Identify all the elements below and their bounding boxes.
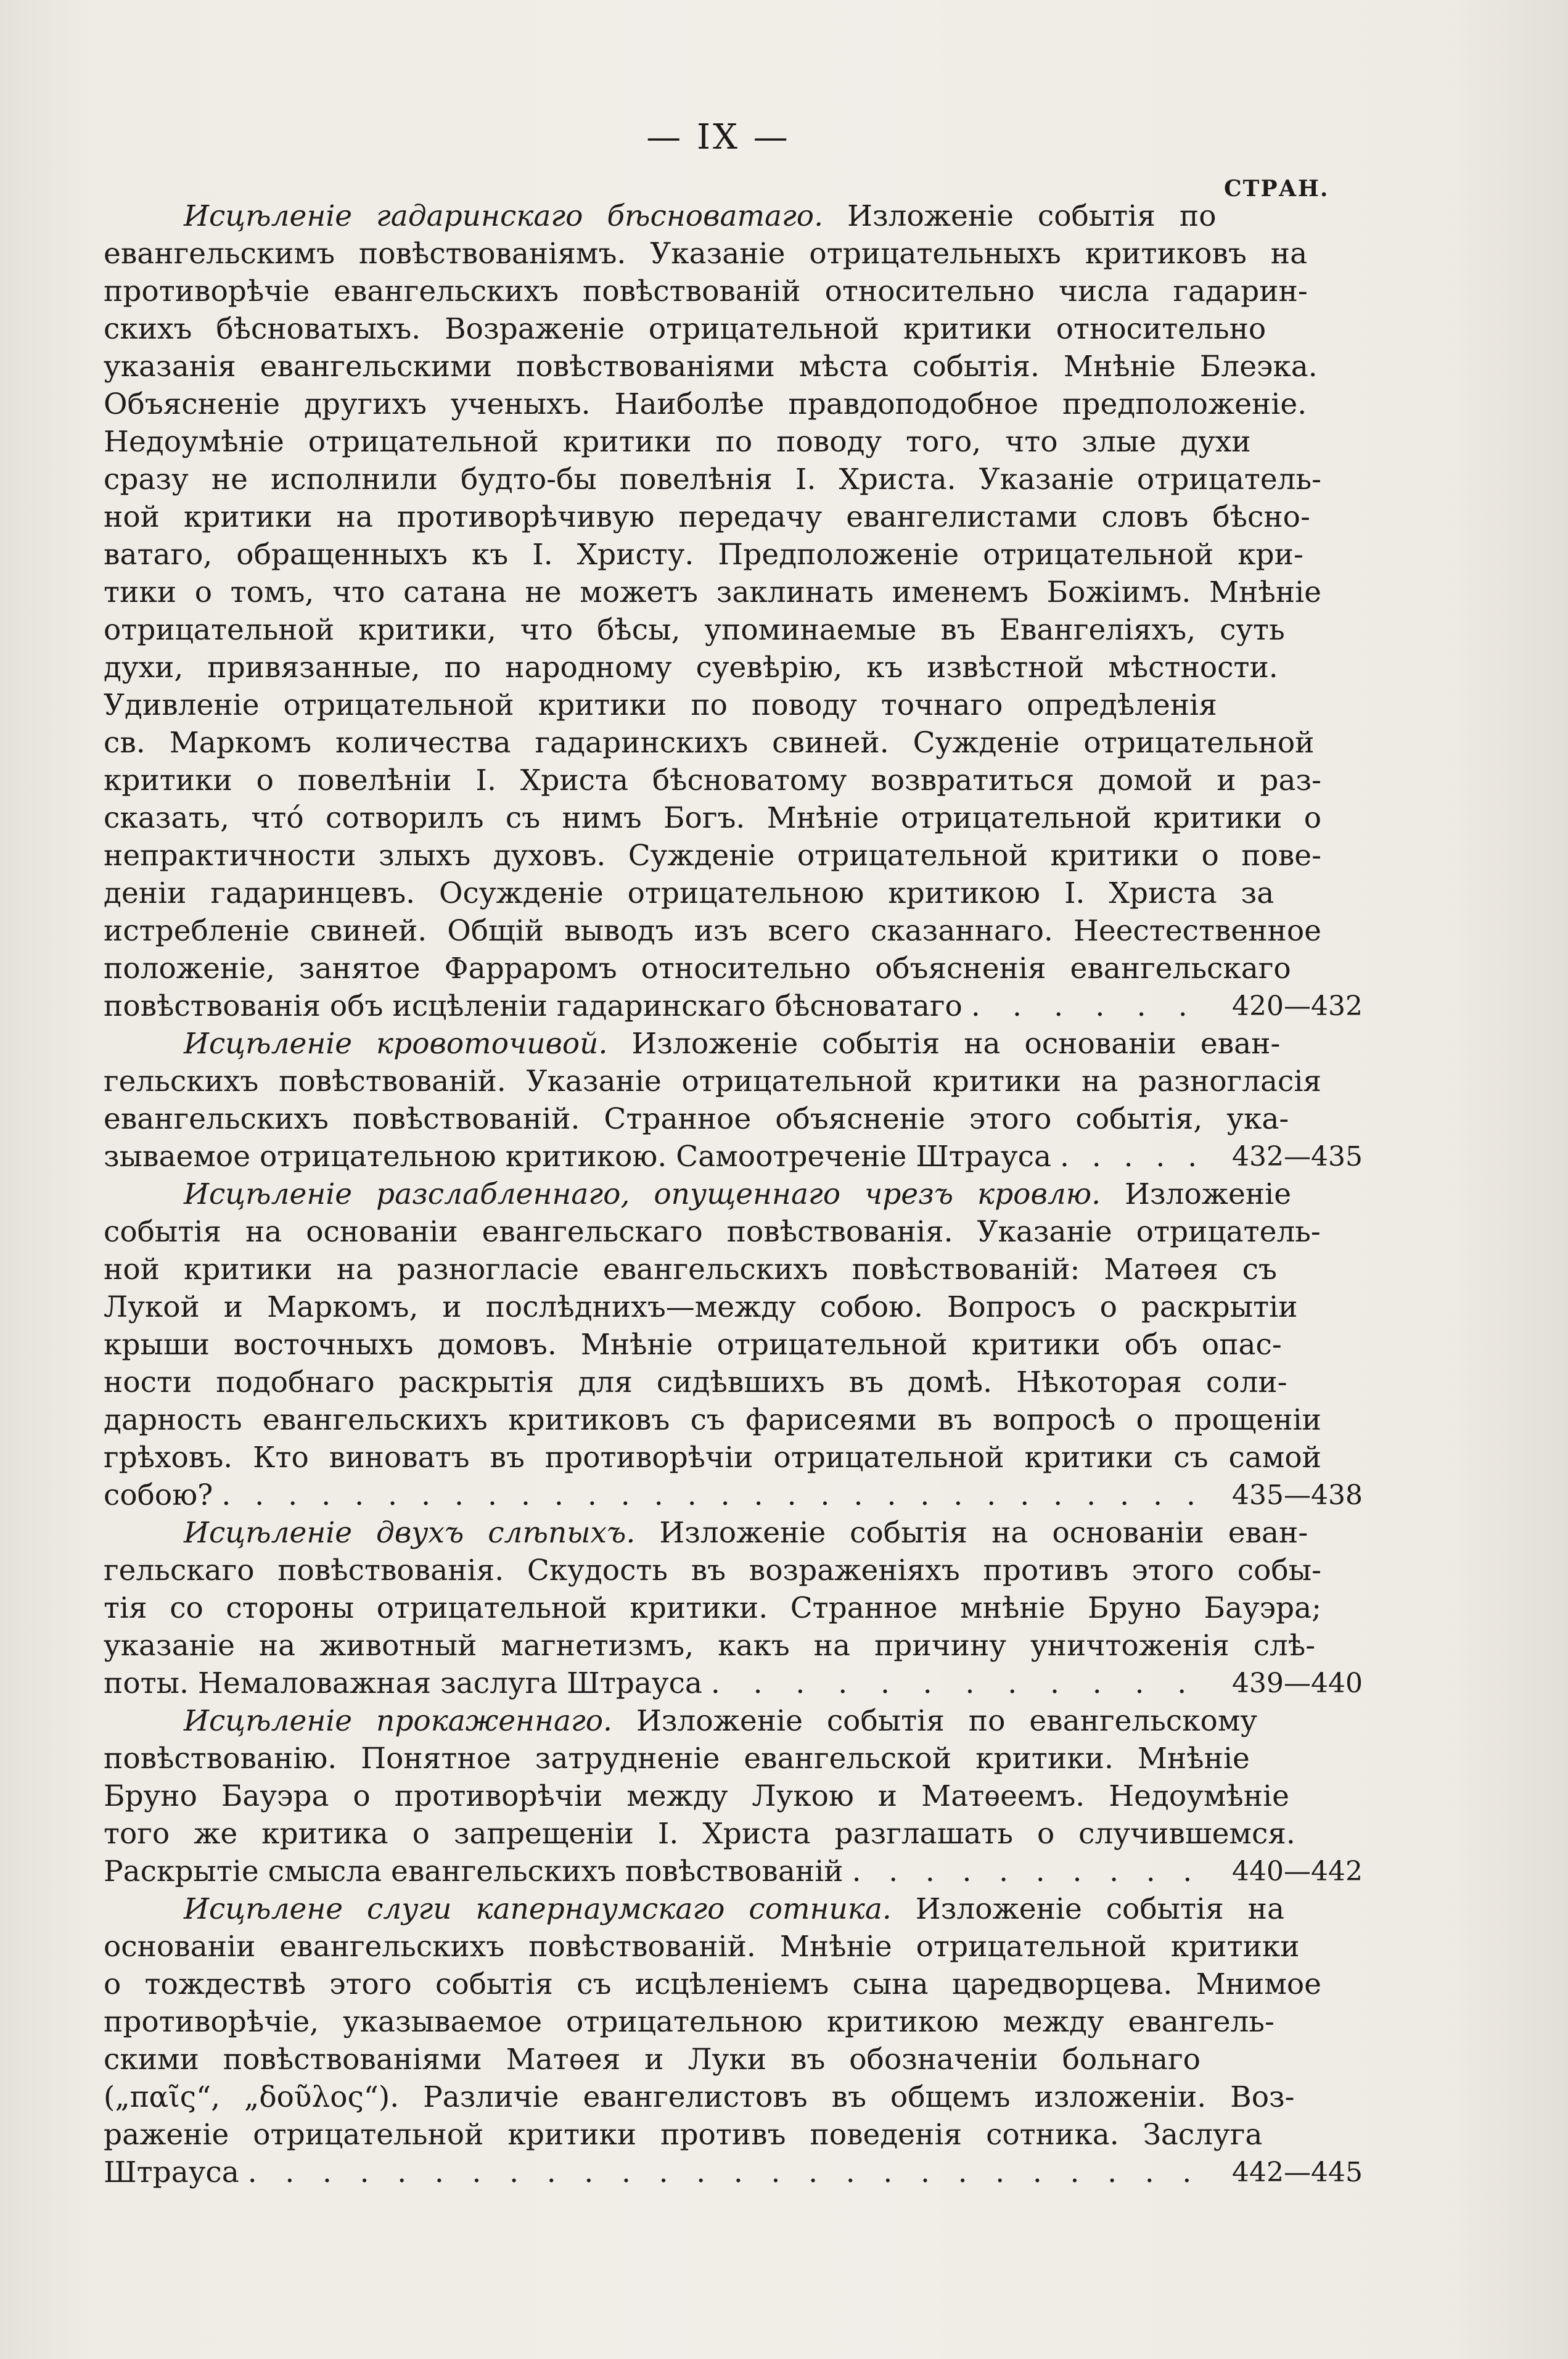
entry-text: гельскаго повѣствованія. Скудость въ возраженіяхъ противъ этого собы-	[104, 1554, 1321, 1587]
entry-text: критики о повелѣніи I. Христа бѣсноватому возвратиться домой и раз-	[104, 764, 1321, 797]
entry-text: скихъ бѣсноватыхъ. Возраженіе отрицательной критики относительно	[104, 312, 1266, 346]
entry-text: повѣствованія объ исцѣленіи гадаринскаго бѣсноватаго	[104, 989, 963, 1023]
entry-text: Удивленіе отрицательной критики по поводу точнаго опредѣленія	[104, 688, 1217, 722]
entry-text: гельскихъ повѣствованій. Указаніе отрицательной критики на разногласія	[104, 1064, 1321, 1098]
entry-line	[104, 1288, 1374, 1326]
entry-title: Исцѣленіе разслабленнаго, опущеннаго чрезъ кровлю.	[184, 1177, 1101, 1211]
entry-line	[104, 1552, 1374, 1589]
entry-text: св. Маркомъ количества гадаринскихъ свиней. Сужденіе отрицательной	[104, 726, 1315, 760]
entry-line	[104, 1326, 1374, 1364]
entry-text: евангельскимъ повѣствованіямъ. Указаніе отрицательныхъ критиковъ на	[104, 237, 1308, 271]
entry-line	[104, 912, 1374, 950]
toc-entry	[104, 1025, 1374, 1175]
entry-text: („παῖς“, „δοῦλος“). Различіе евангелистовъ въ общемъ изложеніи. Воз-	[104, 2080, 1295, 2114]
entry-line	[104, 762, 1374, 799]
entry-text: Бруно Бауэра о противорѣчіи между Лукою и Матѳеемъ. Недоумѣніе	[104, 1779, 1289, 1813]
entry-text: того же критика о запрещеніи I. Христа разглашать о случившемся.	[104, 1817, 1295, 1851]
entry-line	[104, 611, 1374, 649]
entry-line	[104, 1777, 1374, 1815]
entry-text: раженіе отрицательной критики противъ поведенія сотника. Заслуга	[104, 2118, 1263, 2152]
entry-line	[104, 1401, 1374, 1439]
entry-line	[104, 950, 1374, 987]
entry-title: Исцѣленіе гадаринскаго бѣсноватаго.	[184, 199, 824, 233]
entry-text: о тождествѣ этого событія съ исцѣленіемъ сына царедворцева. Мнимое	[104, 1967, 1321, 2001]
entry-text: противорѣчіе, указываемое отрицательною критикою между евангель-	[104, 2005, 1275, 2039]
entry-text: зываемое отрицательною критикою. Самоотреченіе Штрауса	[104, 1140, 1052, 1174]
entry-text: основаніи евангельскихъ повѣствованій. Мнѣніе отрицательной критики	[104, 1930, 1300, 1964]
entry-text: Изложеніе событія на	[891, 1892, 1284, 1926]
entry-line	[104, 1364, 1374, 1401]
page-range: 420—432	[1232, 990, 1363, 1022]
entry-line	[104, 2003, 1374, 2041]
entry-text: Объясненіе другихъ ученыхъ. Наиболѣе правдоподобное предположеніе.	[104, 387, 1307, 421]
toc-entry	[104, 1702, 1374, 1890]
entry-line	[104, 536, 1374, 574]
entry-text: сказать, чтó сотворилъ съ нимъ Богъ. Мнѣніе отрицательной критики о	[104, 801, 1321, 835]
entry-text: ватаго, обращенныхъ къ I. Христу. Предположеніе отрицательной кри-	[104, 538, 1303, 572]
entry-line	[104, 1100, 1374, 1138]
entry-line	[104, 348, 1374, 385]
toc-entry	[104, 1890, 1374, 2191]
entry-line	[104, 1251, 1374, 1288]
entry-text: Изложеніе событія на основаніи еван-	[635, 1516, 1308, 1550]
entry-text: Лукой и Маркомъ, и послѣднихъ—между собою. Вопросъ о раскрытіи	[104, 1290, 1298, 1324]
page-range: 442—445	[1232, 2157, 1363, 2188]
entry-line	[104, 461, 1374, 498]
entry-text: евангельскихъ повѣствованій. Странное объясненіе этого событія, ука-	[104, 1102, 1289, 1136]
entry-line	[104, 498, 1374, 536]
entry-text: ной критики на разногласіе евангельскихъ повѣствованій: Матѳея съ	[104, 1253, 1277, 1287]
entry-line	[104, 837, 1374, 875]
entry-line	[104, 1439, 1374, 1476]
entry-text: ности подобнаго раскрытія для сидѣвшихъ въ домѣ. Нѣкоторая соли-	[104, 1365, 1287, 1399]
entry-title: Исцѣленіе двухъ слѣпыхъ.	[184, 1516, 636, 1550]
leader-dots: .....	[1060, 1140, 1220, 1174]
entry-line	[104, 273, 1374, 310]
leader-dots: ..............................	[221, 1478, 1220, 1512]
entry-line	[104, 686, 1374, 724]
entry-text: Изложеніе событія по евангельскому	[612, 1704, 1258, 1738]
entry-text: Изложеніе событія на основаніи еван-	[607, 1027, 1281, 1061]
entry-title: Исцѣленіе прокаженнаго.	[184, 1704, 612, 1738]
entry-text: Раскрытіе смысла евангельскихъ повѣствованій	[104, 1855, 844, 1888]
leader-dots: ............	[710, 1666, 1220, 1700]
entry-line	[104, 875, 1374, 912]
entry-line	[104, 1928, 1374, 1966]
entry-line	[104, 1627, 1374, 1665]
entry-first-line	[104, 197, 1374, 235]
entry-line	[104, 1815, 1374, 1853]
page-range: 435—438	[1232, 1480, 1363, 1511]
leader-dots: ..........	[852, 1855, 1220, 1888]
entry-text: истребленіе свиней. Общій выводъ изъ всего сказаннаго. Неестественное	[104, 914, 1321, 948]
leader-dots: ..........................	[247, 2155, 1220, 2189]
entry-line	[104, 649, 1374, 686]
entry-text: тія со стороны отрицательной критики. Странное мнѣніе Бруно Бауэра;	[104, 1591, 1321, 1625]
entry-first-line	[104, 1514, 1374, 1552]
page-range: 439—440	[1232, 1668, 1363, 1699]
entry-text: Изложеніе событія по	[823, 199, 1217, 233]
entry-text: отрицательной критики, что бѣсы, упоминаемые въ Евангеліяхъ, суть	[104, 613, 1285, 647]
entry-last-line	[104, 1665, 1374, 1702]
entry-first-line	[104, 1890, 1374, 1928]
toc-entry	[104, 1514, 1374, 1702]
column-label: СТРАН.	[1224, 176, 1329, 202]
entry-line	[104, 2078, 1374, 2116]
page-range: 440—442	[1232, 1856, 1363, 1887]
entry-line	[104, 2116, 1374, 2154]
entry-text: противорѣчіе евангельскихъ повѣствованій относительно числа гадарин-	[104, 274, 1308, 308]
entry-last-line	[104, 1138, 1374, 1175]
entry-text: непрактичности злыхъ духовъ. Сужденіе отрицательной критики о пове-	[104, 839, 1321, 873]
entry-first-line	[104, 1025, 1374, 1063]
entry-text: повѣствованію. Понятное затрудненіе евангельской критики. Мнѣніе	[104, 1742, 1250, 1776]
entry-title: Исцѣлене слуги капернаумскаго сотника.	[184, 1892, 892, 1926]
page-range: 432—435	[1232, 1141, 1363, 1172]
toc-entry	[104, 197, 1374, 1025]
entry-text: собою?	[104, 1478, 213, 1512]
entry-text: ной критики на противорѣчивую передачу евангелистами словъ бѣсно-	[104, 500, 1310, 534]
entry-line	[104, 1063, 1374, 1100]
entry-text: дарность евангельскихъ критиковъ съ фарисеями въ вопросѣ о прощеніи	[104, 1403, 1321, 1437]
table-of-contents	[104, 197, 1374, 2191]
entry-text: Недоумѣніе отрицательной критики по поводу того, что злые духи	[104, 425, 1251, 459]
entry-text: положеніе, занятое Фаррaромъ относительно объясненія евангельскаго	[104, 952, 1291, 986]
entry-text: событія на основаніи евангельскаго повѣствованія. Указаніе отрицатель-	[104, 1215, 1321, 1249]
entry-line	[104, 574, 1374, 611]
entry-text: тики о томъ, что сатана не можетъ заклинать именемъ Божіимъ. Мнѣніе	[104, 575, 1321, 609]
toc-entry	[104, 1175, 1374, 1514]
entry-text: деніи гадаринцевъ. Осужденіе отрицательною критикою I. Христа за	[104, 876, 1275, 910]
entry-text: указаніе на животный магнетизмъ, какъ на причину уничтоженія слѣ-	[104, 1629, 1316, 1663]
entry-first-line	[104, 1175, 1374, 1213]
entry-line	[104, 1740, 1374, 1777]
entry-text: Штрауса	[104, 2155, 239, 2189]
page-number: — IX —	[646, 117, 790, 157]
entry-line	[104, 235, 1374, 273]
entry-first-line	[104, 1702, 1374, 1740]
entry-last-line	[104, 1853, 1374, 1890]
entry-text: указанія евангельскими повѣствованіями мѣста событія. Мнѣніе Блеэка.	[104, 350, 1318, 384]
entry-text: духи, привязанные, по народному суевѣрію, къ извѣстной мѣстности.	[104, 651, 1278, 685]
entry-line	[104, 310, 1374, 348]
leader-dots: ......	[971, 989, 1220, 1023]
entry-line	[104, 724, 1374, 762]
entry-last-line	[104, 987, 1374, 1025]
entry-text: поты. Немаловажная заслуга Штрауса	[104, 1666, 702, 1700]
entry-last-line	[104, 2154, 1374, 2191]
entry-text: сразу не исполнили будто-бы повелѣнія I. Христа. Указаніе отрицатель-	[104, 463, 1321, 496]
entry-line	[104, 2041, 1374, 2078]
entry-line	[104, 423, 1374, 461]
entry-line	[104, 1966, 1374, 2003]
entry-text: крыши восточныхъ домовъ. Мнѣніе отрицательной критики объ опас-	[104, 1328, 1282, 1362]
entry-text: грѣховъ. Кто виноватъ въ противорѣчіи отрицательной критики съ самой	[104, 1441, 1321, 1475]
entry-line	[104, 799, 1374, 837]
entry-line	[104, 385, 1374, 423]
entry-last-line	[104, 1476, 1374, 1514]
entry-title: Исцѣленіе кровоточивой.	[184, 1027, 608, 1061]
entry-text: скими повѣствованіями Матѳея и Луки въ обозначеніи больнаго	[104, 2043, 1201, 2077]
entry-line	[104, 1589, 1374, 1627]
entry-line	[104, 1213, 1374, 1251]
entry-text: Изложеніе	[1101, 1177, 1292, 1211]
